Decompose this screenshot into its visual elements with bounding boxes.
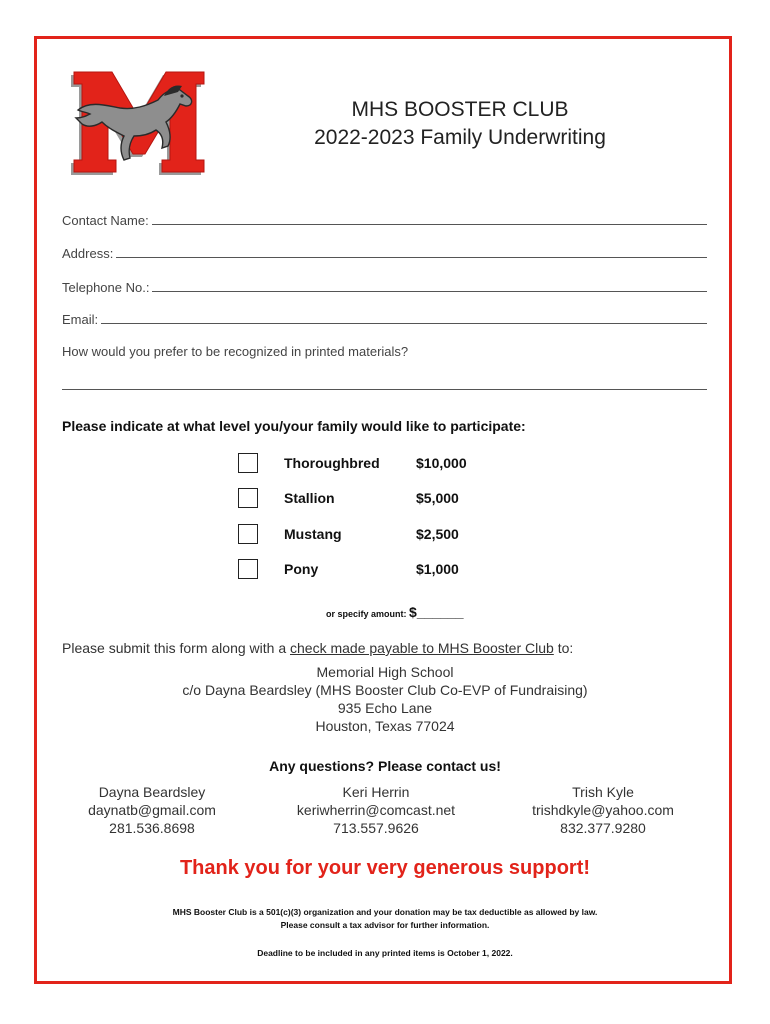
recognition-line[interactable]: [62, 389, 707, 390]
specify-amount-label: or specify amount:: [326, 609, 407, 619]
submit-prefix: Please submit this form along with a: [62, 640, 290, 656]
mhs-logo: [68, 66, 210, 178]
level-amount: $1,000: [416, 561, 459, 577]
contact-email[interactable]: daynatb@gmail.com: [88, 802, 216, 818]
levels-heading: Please indicate at what level you/your family would like to participate:: [62, 418, 526, 434]
address-field[interactable]: [62, 245, 707, 261]
contact-card: [503, 783, 703, 837]
level-name: Thoroughbred: [284, 455, 380, 471]
contact-phone: 832.377.9280: [560, 820, 646, 836]
telephone-label: Telephone No.:: [62, 280, 150, 295]
contact-name-line[interactable]: [152, 212, 707, 225]
title-line-1: MHS BOOSTER CLUB: [351, 98, 569, 121]
telephone-field[interactable]: [62, 279, 707, 295]
specify-amount-blank[interactable]: $______: [409, 604, 464, 620]
contact-name: Dayna Beardsley: [98, 784, 206, 800]
questions-heading: Any questions? Please contact us!: [269, 758, 501, 774]
address-label: Address:: [62, 246, 114, 261]
level-name: Stallion: [284, 490, 335, 506]
level-option[interactable]: [238, 524, 538, 546]
tax-note-line-1: MHS Booster Club is a 501(c)(3) organization and your donation may be tax deductible as allowed by law.: [172, 907, 598, 917]
contact-card: [276, 783, 476, 837]
level-checkbox[interactable]: [238, 488, 258, 508]
recognition-prompt: How would you prefer to be recognized in printed materials?: [62, 344, 409, 359]
level-option[interactable]: [238, 453, 538, 475]
level-option[interactable]: [238, 488, 538, 510]
level-amount: $5,000: [416, 490, 459, 506]
level-name: Pony: [284, 561, 319, 577]
page-title: [250, 96, 670, 152]
contact-name: Trish Kyle: [572, 784, 634, 800]
contact-phone: 281.536.8698: [109, 820, 195, 836]
address-line-2: c/o Dayna Beardsley (MHS Booster Club Co-EVP of Fundraising): [182, 682, 588, 698]
address-line-3: 935 Echo Lane: [337, 700, 433, 716]
submit-payable: check made payable to MHS Booster Club: [290, 640, 554, 656]
submit-suffix: to:: [553, 640, 574, 656]
level-amount: $2,500: [416, 526, 459, 542]
address-line[interactable]: [116, 245, 707, 258]
title-line-2: 2022-2023 Family Underwriting: [314, 126, 606, 149]
address-line-1: Memorial High School: [316, 664, 454, 680]
address-line-4: Houston, Texas 77024: [315, 718, 455, 734]
contact-phone: 713.557.9626: [333, 820, 419, 836]
contact-name-label: Contact Name:: [62, 213, 149, 228]
tax-note: [85, 906, 685, 932]
level-checkbox[interactable]: [238, 453, 258, 473]
page-border: [34, 36, 732, 984]
level-checkbox[interactable]: [238, 559, 258, 579]
contact-name-field[interactable]: [62, 212, 707, 228]
thank-you-message: Thank you for your very generous support!: [179, 857, 591, 879]
level-checkbox[interactable]: [238, 524, 258, 544]
contact-email[interactable]: keriwherrin@comcast.net: [296, 802, 456, 818]
level-option[interactable]: [238, 559, 538, 581]
specify-amount[interactable]: [326, 604, 464, 620]
email-field[interactable]: [62, 311, 707, 327]
contact-name: Keri Herrin: [342, 784, 410, 800]
contact-card: [52, 783, 252, 837]
mailing-address: [150, 663, 620, 735]
deadline-note: Deadline to be included in any printed items is October 1, 2022.: [257, 948, 513, 958]
level-name: Mustang: [284, 526, 342, 542]
email-line[interactable]: [101, 311, 707, 324]
submit-instructions: [62, 640, 573, 656]
email-label: Email:: [62, 312, 99, 327]
contact-email[interactable]: trishdkyle@yahoo.com: [532, 802, 674, 818]
telephone-line[interactable]: [152, 279, 707, 292]
level-amount: $10,000: [416, 455, 467, 471]
tax-note-line-2: Please consult a tax advisor for further information.: [280, 920, 490, 930]
